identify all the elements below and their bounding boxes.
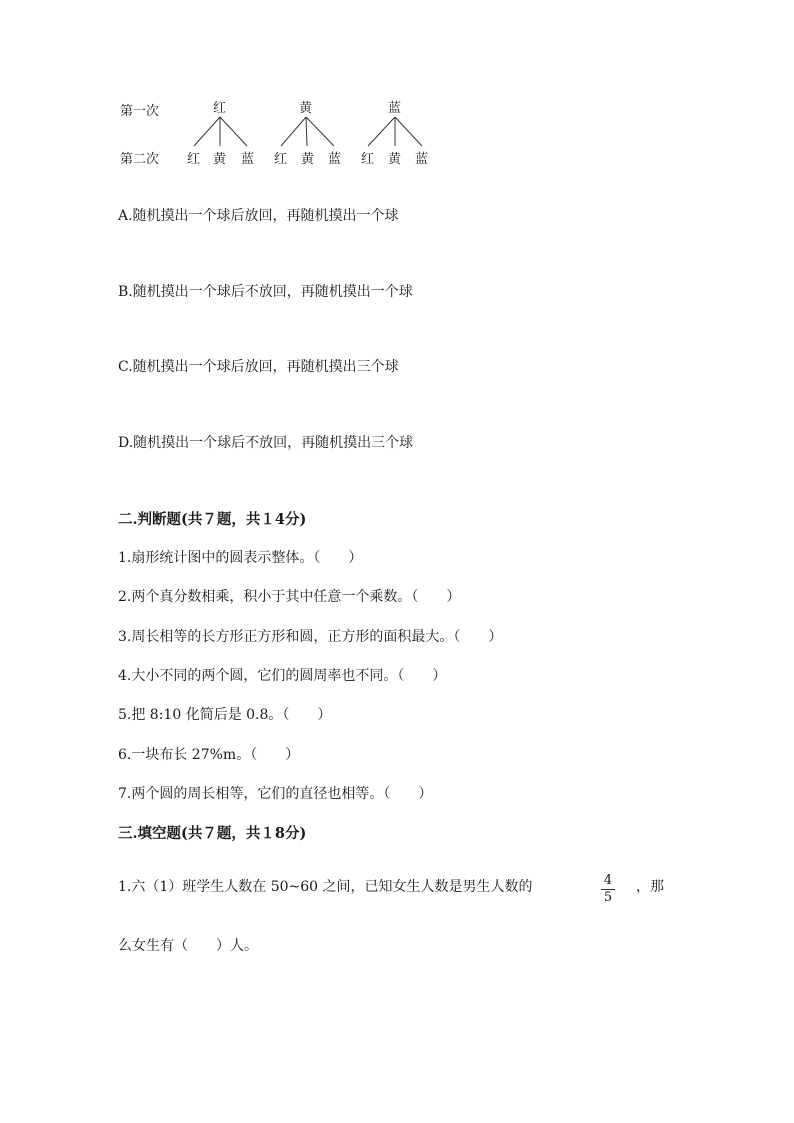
branch-line xyxy=(395,117,422,146)
second-draw-2-blue: 蓝 xyxy=(328,152,342,167)
second-draw-3-yellow: 黄 xyxy=(388,152,402,167)
fraction-denominator: 5 xyxy=(603,890,613,905)
judge-item-6: 6.一块布长 27%m。（ ） xyxy=(118,747,300,763)
second-draw-2-yellow: 黄 xyxy=(301,152,315,167)
second-draw-1-red: 红 xyxy=(187,152,201,167)
first-draw-red: 红 xyxy=(213,101,227,116)
second-draw-1-yellow: 黄 xyxy=(213,152,227,167)
branch-line xyxy=(368,117,395,146)
first-draw-blue: 蓝 xyxy=(388,101,402,116)
judge-item-5: 5.把 8:10 化简后是 0.8。（ ） xyxy=(118,707,332,723)
fraction-numerator: 4 xyxy=(603,873,613,888)
judge-item-3: 3.周长相等的长方形正方形和圆，正方形的面积最大。（ ） xyxy=(118,629,503,645)
option-c: C.随机摸出一个球后放回，再随机摸出三个球 xyxy=(118,359,399,375)
section-3-title: 三.填空题(共７题，共１8分) xyxy=(118,825,307,842)
branch-line xyxy=(220,117,247,146)
second-draw-3-blue: 蓝 xyxy=(415,152,429,167)
fill-q1-line2: 么女生有（ ）人。 xyxy=(118,938,258,954)
branch-line xyxy=(306,117,334,146)
row-label-second: 第二次 xyxy=(120,152,160,167)
judge-item-4: 4.大小不同的两个圆，它们的圆周率也不同。（ ） xyxy=(118,668,447,684)
first-draw-yellow: 黄 xyxy=(299,101,313,116)
option-d: D.随机摸出一个球后不放回，再随机摸出三个球 xyxy=(118,435,414,451)
judge-item-2: 2.两个真分数相乘，积小于其中任意一个乘数。（ ） xyxy=(118,589,461,605)
section-2-title: 二.判断题(共７题，共１4分) xyxy=(118,511,307,528)
tree-branch-lines xyxy=(0,0,794,200)
judge-item-7: 7.两个圆的周长相等，它们的直径也相等。（ ） xyxy=(118,786,433,802)
branch-line xyxy=(194,117,220,146)
judge-item-1: 1.扇形统计图中的圆表示整体。（ ） xyxy=(118,550,363,566)
branch-line xyxy=(281,117,306,146)
branch-line xyxy=(306,117,307,146)
option-a: A.随机摸出一个球后放回，再随机摸出一个球 xyxy=(118,208,399,224)
row-label-first: 第一次 xyxy=(120,104,160,119)
fraction-four-fifths xyxy=(598,873,618,906)
fill-q1-text: 1.六（1）班学生人数在 50~60 之间，已知女生人数是男生人数的 xyxy=(118,879,533,895)
second-draw-1-blue: 蓝 xyxy=(241,152,255,167)
second-draw-2-red: 红 xyxy=(274,152,288,167)
fill-q1-text-tail: ，那 xyxy=(636,879,664,895)
second-draw-3-red: 红 xyxy=(361,152,375,167)
option-b: B.随机摸出一个球后不放回，再随机摸出一个球 xyxy=(118,284,413,300)
